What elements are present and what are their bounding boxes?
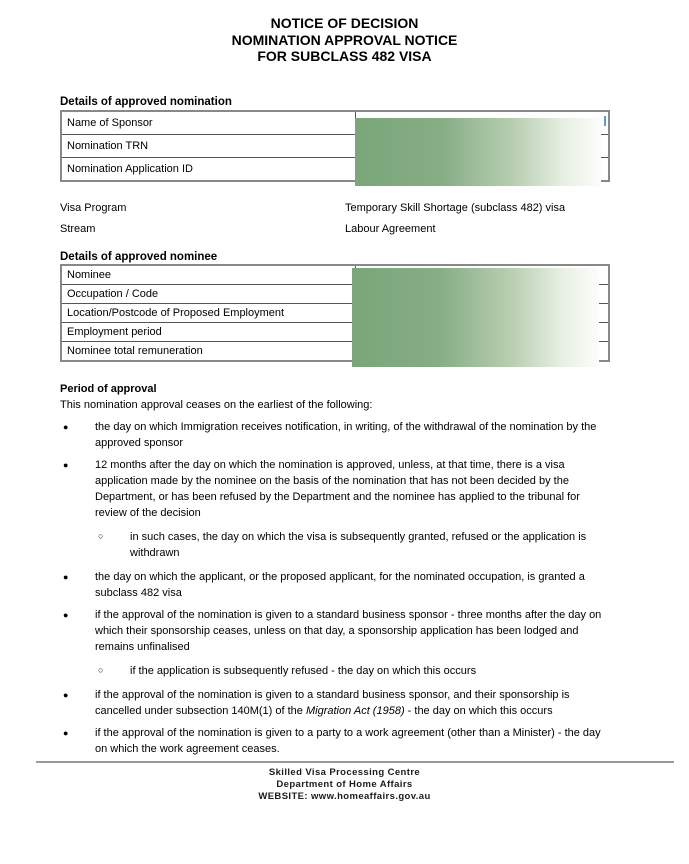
- row-label: Employment period: [67, 326, 162, 338]
- bullet-text: the day on which Immigration receives notification, in writing, of the withdrawal of the nomination by the approved sponsor: [95, 421, 597, 449]
- row-label-cell: [61, 111, 356, 135]
- bullet-text: if the approval of the nomination is given to a standard business sponsor - three months after the day on which their sponsorship ceases, unless on that day, a sponsorship application has been lodged and remains unfinalised: [95, 609, 602, 653]
- row-label: Name of Sponsor: [67, 117, 153, 129]
- period-bullet-list: [60, 419, 612, 757]
- redaction-overlay-nominee: [352, 268, 599, 367]
- sub-bullet-icon: ○: [98, 531, 104, 541]
- sub-bullet-text: in such cases, the day on which the visa is subsequently granted, refused or the application is withdrawn: [130, 531, 587, 559]
- title-line-2: NOMINATION APPROVAL NOTICE: [231, 31, 458, 48]
- footer-divider: [36, 761, 674, 763]
- row-label-cell: [61, 265, 356, 285]
- field-label: Stream: [60, 223, 96, 235]
- period-heading: Period of approval: [60, 383, 157, 395]
- bullet-icon: ●: [63, 572, 69, 582]
- footer-line-3: WEBSITE: www.homeaffairs.gov.au: [258, 791, 431, 802]
- row-label-cell: [61, 135, 356, 158]
- nominee-section-heading: Details of approved nominee: [60, 251, 218, 263]
- bullet-icon: ●: [63, 460, 69, 470]
- sub-bullet-item: [60, 663, 612, 679]
- bullet-text: 12 months after the day on which the nomination is approved, unless, at that time, there is a visa application made by the nominee on the basis of the nomination that has not been decided by the Department, or has been refused by the Department and the nominee has applied to the tribunal for review of the decision: [95, 459, 580, 519]
- row-label-cell: [61, 158, 356, 182]
- nominee-table-wrap: [60, 264, 610, 362]
- row-label: Nominee total remuneration: [67, 345, 203, 357]
- title-line-1: NOTICE OF DECISION: [270, 15, 419, 31]
- bullet-icon: ●: [63, 728, 69, 738]
- bullet-icon: ●: [63, 610, 69, 620]
- footer-line-1: Skilled Visa Processing Centre: [268, 767, 421, 778]
- italic-phrase: Migration Act (1958): [305, 705, 405, 717]
- bullet-item: [60, 725, 612, 757]
- text-cursor-mark: [604, 116, 606, 126]
- program-field-row: [60, 219, 610, 240]
- program-field-row: [60, 198, 610, 219]
- row-label-cell: [61, 342, 356, 362]
- bullet-item: [60, 607, 612, 655]
- sub-bullet-icon: ○: [98, 665, 104, 675]
- bullet-item: [60, 687, 612, 719]
- row-label: Location/Postcode of Proposed Employment: [67, 307, 285, 319]
- field-value: Labour Agreement: [345, 223, 436, 235]
- bullet-item: [60, 569, 612, 601]
- document-footer: [0, 767, 689, 803]
- nomination-section-heading: Details of approved nomination: [60, 96, 232, 108]
- row-label: Occupation / Code: [67, 288, 159, 300]
- bullet-text: the day on which the applicant, or the proposed applicant, for the nominated occupation, is granted a subclass 482 visa: [95, 571, 585, 599]
- title-line-3: FOR SUBCLASS 482 VISA: [257, 48, 432, 64]
- field-label: Visa Program: [60, 202, 127, 214]
- row-label: Nomination Application ID: [67, 163, 193, 175]
- document-title: [0, 15, 689, 65]
- row-label: Nominee: [67, 269, 112, 281]
- bullet-text: if the approval of the nomination is given to a party to a work agreement (other than a Minister) - the day on which the work agreement ceases.: [95, 727, 601, 755]
- row-label-cell: [61, 285, 356, 304]
- redaction-overlay-nomination: [355, 118, 601, 186]
- footer-line-2: Department of Home Affairs: [276, 779, 413, 790]
- bullet-item: [60, 419, 612, 451]
- sub-bullet-item: [60, 529, 612, 561]
- program-fields: [60, 198, 610, 240]
- row-label-cell: [61, 304, 356, 323]
- bullet-icon: ●: [63, 690, 69, 700]
- bullet-icon: ●: [63, 422, 69, 432]
- sub-bullet-text: if the application is subsequently refused - the day on which this occurs: [130, 665, 477, 677]
- bullet-text: if the approval of the nomination is given to a standard business sponsor, and their sponsorship is cancelled under subsection 140M(1) of the Migration Act (1958) - the day on which this occurs: [95, 689, 570, 717]
- field-value: Temporary Skill Shortage (subclass 482) visa: [345, 202, 566, 214]
- nomination-table-wrap: [60, 110, 610, 182]
- row-label-cell: [61, 323, 356, 342]
- period-intro: This nomination approval ceases on the earliest of the following:: [60, 399, 373, 411]
- bullet-item: [60, 457, 612, 521]
- row-label: Nomination TRN: [67, 140, 149, 152]
- period-of-approval-section: [60, 381, 612, 757]
